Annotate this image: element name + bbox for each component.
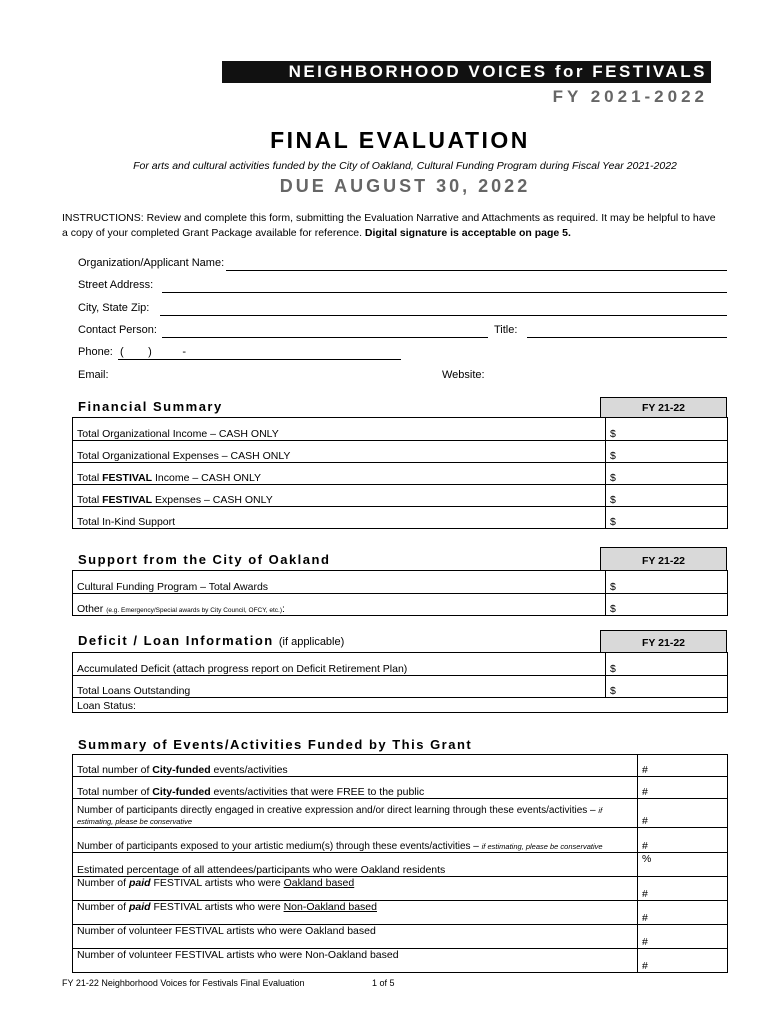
row-label: Number of volunteer FESTIVAL artists who were Non-Oakland based [73,949,638,973]
count-cell[interactable]: # [638,777,728,799]
street-label: Street Address: [78,279,154,291]
row-label: Total Organizational Income – CASH ONLY [73,418,606,441]
row-label: Number of volunteer FESTIVAL artists who were Oakland based [73,925,638,949]
org-name-label: Organization/Applicant Name: [78,257,225,269]
row-label: Number of participants directly engaged in creative expression and/or direct learning through these events/activities – if estimating, please be conservative [73,799,638,828]
row-label: Other (e.g. Emergency/Special awards by City Council, OFCY, etc.): [73,594,606,616]
amount-cell[interactable]: $ [606,441,728,463]
count-cell[interactable]: # [638,925,728,949]
city-field[interactable] [160,315,727,316]
website-label: Website: [442,369,485,381]
table-row [73,698,728,713]
street-field[interactable] [162,292,727,293]
deficit-table [72,652,728,713]
table-row [73,777,728,799]
amount-cell[interactable]: $ [606,418,728,441]
org-name-field[interactable] [226,270,727,271]
amount-cell[interactable]: $ [606,571,728,594]
row-label: Cultural Funding Program – Total Awards [73,571,606,594]
row-label: Total number of City-funded events/activities that were FREE to the public [73,777,638,799]
table-row [73,949,728,973]
due-date: DUE AUGUST 30, 2022 [279,176,531,196]
table-row [73,799,728,828]
financial-summary-heading: Financial Summary [78,399,223,414]
count-cell[interactable]: # [638,877,728,901]
email-label: Email: [78,369,109,381]
table-row [73,418,728,441]
row-label: Number of paid FESTIVAL artists who were Non-Oakland based [73,901,638,925]
table-row [73,441,728,463]
title-label: Title: [494,324,518,336]
events-heading: Summary of Events/Activities Funded by This Grant [78,737,473,752]
amount-cell[interactable]: $ [606,653,728,676]
phone-label: Phone: [78,346,113,358]
phone-field[interactable] [118,359,401,360]
row-label: Estimated percentage of all attendees/participants who were Oakland residents [73,853,638,877]
loan-status-cell[interactable]: Loan Status: [73,698,728,713]
footer-text: FY 21-22 Neighborhood Voices for Festivals Final Evaluation [62,978,305,988]
financial-col-header: FY 21-22 [600,397,727,418]
table-row [73,463,728,485]
count-cell[interactable]: # [638,828,728,853]
table-row [73,877,728,901]
fiscal-year: FY 2021-2022 [552,87,708,106]
support-col-header: FY 21-22 [600,547,727,571]
amount-cell[interactable]: $ [606,485,728,507]
page-title: FINAL EVALUATION [270,127,530,153]
deficit-heading: Deficit / Loan Information (if applicable) [78,633,345,648]
contact-field[interactable] [162,337,488,338]
page-number: 1 of 5 [372,978,395,988]
amount-cell[interactable]: $ [606,594,728,616]
row-label: Total In-Kind Support [73,507,606,529]
table-row [73,485,728,507]
table-row [73,653,728,676]
count-cell[interactable]: # [638,949,728,973]
table-row [73,901,728,925]
count-cell[interactable]: # [638,755,728,777]
row-label: Total Loans Outstanding [73,676,606,698]
deficit-col-header: FY 21-22 [600,630,727,653]
row-label: Number of participants exposed to your artistic medium(s) through these events/activities – if estimating, please be conservative [73,828,638,853]
row-label: Total FESTIVAL Expenses – CASH ONLY [73,485,606,507]
table-row [73,571,728,594]
contact-label: Contact Person: [78,324,157,336]
row-label: Total FESTIVAL Income – CASH ONLY [73,463,606,485]
instructions-bold: Digital signature is acceptable on page 5. [364,227,571,239]
amount-cell[interactable]: $ [606,676,728,698]
table-row [73,755,728,777]
row-label: Total Organizational Expenses – CASH ONLY [73,441,606,463]
count-cell[interactable]: # [638,799,728,828]
amount-cell[interactable]: $ [606,507,728,529]
phone-format: ( ) - [120,346,186,358]
instructions-text: INSTRUCTIONS: Review and complete this form, submitting the Evaluation Narrative and Attachments as required. It may be helpful to have a copy of your completed Grant Package available for reference. [62,212,716,239]
row-label: Total number of City-funded events/activities [73,755,638,777]
city-label: City, State Zip: [78,302,150,314]
table-row [73,853,728,877]
count-cell[interactable]: % [638,853,728,877]
support-table [72,570,728,616]
row-label: Number of paid FESTIVAL artists who were Oakland based [73,877,638,901]
table-row [73,925,728,949]
table-row [73,594,728,616]
amount-cell[interactable]: $ [606,463,728,485]
financial-table [72,417,728,529]
support-heading: Support from the City of Oakland [78,552,331,567]
instructions [62,211,722,241]
count-cell[interactable]: # [638,901,728,925]
events-table [72,754,728,973]
row-label: Accumulated Deficit (attach progress report on Deficit Retirement Plan) [73,653,606,676]
title-field[interactable] [527,337,727,338]
program-banner: NEIGHBORHOOD VOICES for FESTIVALS [222,61,711,83]
table-row [73,507,728,529]
subtitle: For arts and cultural activities funded by the City of Oakland, Cultural Funding Program during Fiscal Year 2021-2022 [133,160,677,172]
table-row [73,676,728,698]
table-row [73,828,728,853]
